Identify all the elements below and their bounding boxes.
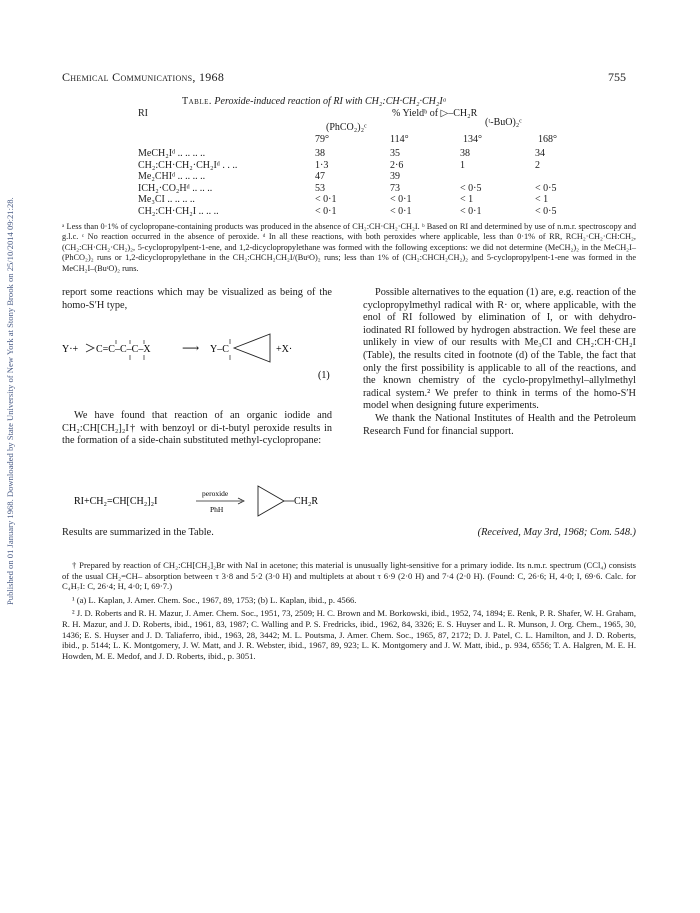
- table-cell: 1: [460, 159, 465, 171]
- scheme2-reagent-bottom: PhH: [210, 505, 224, 514]
- download-watermark: Published on 01 January 1968. Downloaded by State University of New York at Stony Brook on 25/10/2014 09:21:28.: [5, 197, 15, 605]
- cyclopropane-ring-icon: [258, 486, 284, 516]
- table-col-yield: % Yieldᵇ of ▷–CH₂R: [392, 108, 478, 119]
- acknowledgement: We thank the National Institutes of Health and the Petroleum Research Fund for financial support.: [363, 412, 636, 437]
- right-column: [363, 287, 636, 438]
- table-cell-ri: CH₂:CH·CH₂·CH₂Iᵈ . . ..: [138, 159, 238, 171]
- table-cell: < 1: [535, 194, 549, 206]
- table-row: [130, 206, 590, 218]
- scheme2-reagent-top: peroxide: [202, 489, 229, 498]
- table-footnote: [62, 222, 636, 274]
- table-cell-ri: Me₂CHIᵈ .. .. .. ..: [138, 171, 206, 183]
- table-row: [130, 183, 590, 195]
- table-cell: < 0·5: [535, 182, 557, 194]
- table-temp-79: 79°: [315, 134, 329, 145]
- cyclopropane-ring-icon: [234, 334, 270, 362]
- table-cell: < 0·5: [460, 182, 482, 194]
- scheme-chain: C=C–C–C–X: [96, 344, 151, 355]
- received-date: (Received, May 3rd, 1968; Com. 548.): [477, 527, 636, 538]
- table-row: [130, 148, 590, 160]
- homo-sh-scheme: [62, 322, 332, 402]
- table-cell: < 0·1: [315, 205, 337, 217]
- table-cell: 73: [390, 182, 400, 194]
- table-cell: 39: [390, 171, 400, 183]
- scheme-reactant-radical: Y·+: [62, 344, 79, 355]
- table-cell: < 0·1: [315, 194, 337, 206]
- table-col-tbutyl: (ᵗ-BuO)₂ᶜ: [485, 117, 522, 128]
- table-temp-134: 134°: [463, 134, 482, 145]
- footnotes: [62, 560, 636, 664]
- table-col-ri: RI: [138, 108, 148, 119]
- reference-1: ¹ (a) L. Kaplan, J. Amer. Chem. Soc., 1967, 89, 1753; (b) L. Kaplan, ibid., p. 4566.: [72, 594, 357, 605]
- reaction-scheme: [62, 474, 332, 522]
- table-cell: 38: [315, 148, 325, 159]
- right-paragraph-1: Possible alternatives to the equation (1) are, e.g. reaction of the cyclopropylmethyl radical with R· or, where applicable, with the enol of RI followed by elimination of I, or with dehydro-iodinated RI followed by hydrogen abstraction. We feel these are unlikely in view of our results with Me₃CI and CH₂:CH·CH₂I (Table), the results cited in footnote (d) of the Table, the fact that only the first possibility is applicable to all of the reactions, and the known chemistry of the cyclo-propylmethyl–allylmethyl radical system.² We prefer to think in terms of the homo-S′H model when designing future experiments.: [363, 287, 636, 412]
- scheme-leaving-radical: +X·: [276, 344, 293, 355]
- reference-2: ² J. D. Roberts and R. H. Mazur, J. Amer. Chem. Soc., 1951, 73, 2509; H. C. Brown and M. Borkowski, ibid., 1952, 74, 1894; E. Renk, P. R. Shafer, W. H. Graham, R. H. Mazur, and J. D. Roberts, ibid., 1961, 83, 1987; C. Walling and P. S. Fredricks, ibid., 1962, 84, 3326; E. S. Huyser and L. R. Munson, J. Org. Chem., 1965, 30, 1436; E. S. Huyser and J. D. Taliaferro, ibid., 1963, 28, 3442; M. L. Poutsma, J. Amer. Chem. Soc., 1965, 87, 2172; D. J. Patel, C. L. Hamilton, and J. D. Roberts, ibid., p. 5144; L. K. Montgomery, J. W. Matt, and J. R. Webster, ibid., 1967, 89, 923; L. K. Montgomery and J. W. Matt, ibid., p. 934, 6556; T. A. Halgren, M. E. H. Howden, M. E. Medof, and J. D. Roberts, ibid., p. 3051.: [62, 608, 636, 661]
- table-temp-114: 114°: [390, 134, 409, 145]
- table-caption-body: Peroxide-induced reaction of RI with CH₂:CH·CH₂·CH₂Iᵃ: [214, 96, 447, 107]
- table-cell: 38: [460, 148, 470, 159]
- left-paragraph-2: We have found that reaction of an organic iodide and CH₂:CH[CH₂]₂I† with benzoyl or di-t-butyl peroxide results in the formation of a side-chain substituted methyl-cyclopropane:: [62, 410, 332, 447]
- table-row: [130, 194, 590, 206]
- scheme2-reactants: RI+CH₂=CH[CH₂]₂I: [74, 496, 158, 507]
- table-footnote-text: ᵃ Less than 0·1% of cyclopropane-containing products was produced in the absence of CH₂:CH·CH₂·CH₂I. ᵇ Based on RI and determined by use of n.m.r. spectroscopy and g.l.c. ᶜ No reaction occurred in the absence of peroxide. ᵈ In all these reactions, with both peroxides where applicable, less than 0·1% of RR, RCH₂·CH₂·CH:CH₂, (CH₂:CH·CH₂·CH₂)₂, 5-cyclopropylpent-1-ene, and 1,2-dicyclopropylethane was formed with the following exceptions: we did not determine (MeCH₂)₂ in the MeCH₂I–(PhCO₂)₂ runs or 1,2-dicyclopropylethane in the CH₂:CHCH₂CH₂I/(BuᵗO)₂ runs; less than 1% of (CH₂:CHCH₂CH₂)₂ and 5-cyclopropylpent-1-ene was formed in the MeCH₂I–(BuᵗO)₂ runs.: [62, 222, 636, 273]
- scheme-product: Y–C: [210, 344, 229, 355]
- table-cell: 1·3: [315, 159, 329, 171]
- table-cell: < 1: [460, 194, 474, 206]
- table-cell-ri: MeCH₂Iᵈ .. .. .. ..: [138, 148, 206, 159]
- table-caption-prefix: Table.: [182, 96, 212, 107]
- table-temp-168: 168°: [538, 134, 557, 145]
- left-column-intro: [62, 287, 332, 312]
- table-col-benzoyl: (PhCO₂)₂ᶜ: [326, 122, 367, 133]
- table-cell: 53: [315, 182, 325, 194]
- table-cell: < 0·1: [460, 205, 482, 217]
- equation-label: (1): [318, 370, 330, 381]
- table-cell: 2: [535, 159, 540, 171]
- page-number: 755: [608, 70, 626, 84]
- table-body: [130, 148, 590, 218]
- table-cell-ri: Me₃CI .. .. .. ..: [138, 194, 195, 206]
- table-cell: 34: [535, 148, 545, 159]
- table-row: [130, 171, 590, 183]
- scheme2-product: CH₂R: [294, 496, 319, 507]
- table-cell-ri: ICH₂·CO₂Hᵈ .. .. ..: [138, 182, 213, 194]
- table-cell-ri: CH₂:CH·CH₂I .. .. ..: [138, 205, 219, 217]
- scheme-arrow: ⟶: [182, 341, 200, 355]
- table-cell: 47: [315, 171, 325, 183]
- scheme-bond-mark: [86, 344, 94, 352]
- table-cell: < 0·5: [535, 205, 557, 217]
- journal-header: Chemical Communications, 1968: [62, 70, 225, 84]
- left-column-body: [62, 410, 332, 448]
- table-caption: [182, 96, 447, 107]
- results-sentence: Results are summarized in the Table.: [62, 527, 214, 538]
- left-paragraph-1: report some reactions which may be visualized as being of the homo-S′H type,: [62, 287, 332, 311]
- footnote-dagger: † Prepared by reaction of CH₂:CH[CH₂]₂Br with NaI in acetone; this material is unusually light-sensitive for a primary iodide. Its n.m.r. spectrum (CCl₄) consists of the usual CH₂=CH– absorption between τ 3·8 and 5·2 (3·0 H) and multiplets at about τ 6·9 (2·0 H) and 7·4 (2·0 H). (Found: C, 26·6; H, 4·0; I, 69·6. Calc. for C₄H₇I: C, 26·4; H, 4·0; I, 69·7.): [62, 560, 636, 592]
- table-row: [130, 160, 590, 172]
- table-cell: < 0·1: [390, 205, 412, 217]
- table-cell: 2·6: [390, 159, 404, 171]
- table-cell: < 0·1: [390, 194, 412, 206]
- table-cell: 35: [390, 148, 400, 159]
